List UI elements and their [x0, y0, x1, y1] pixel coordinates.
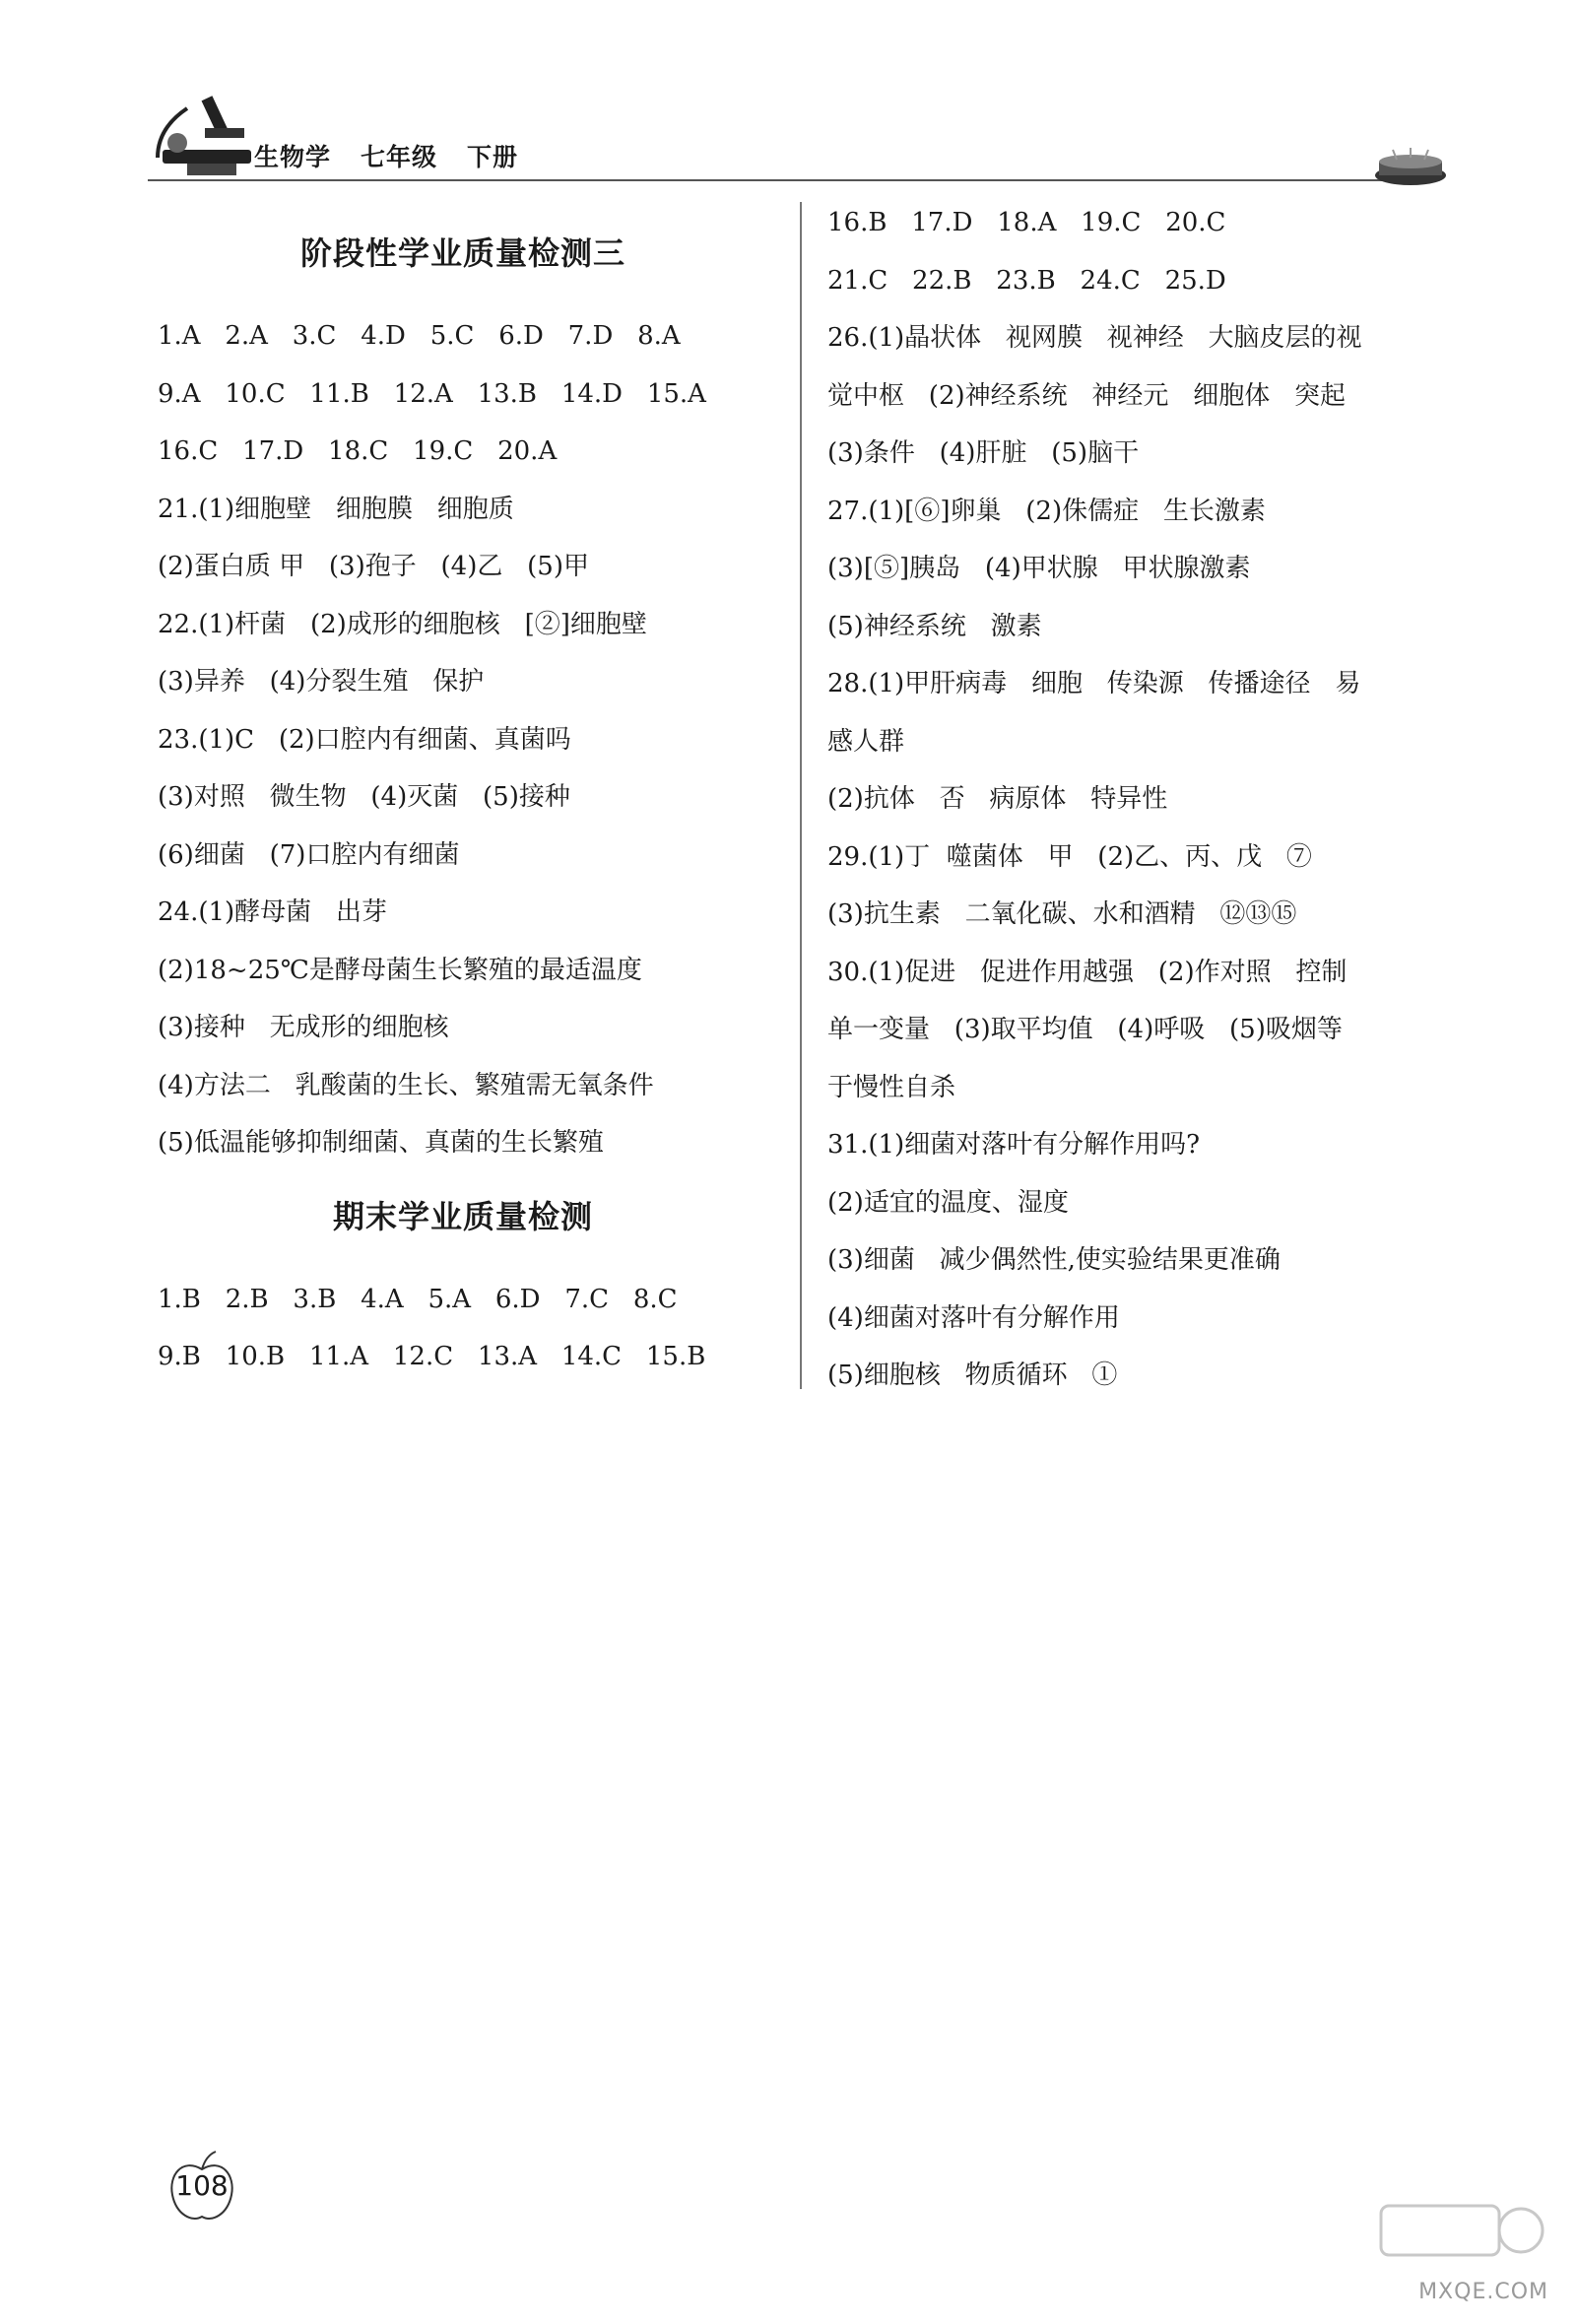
section-title-final: 期末学业质量检测 — [332, 1197, 593, 1235]
watermark-logo-icon — [1371, 2186, 1548, 2275]
watermark — [1371, 2186, 1548, 2304]
answer-line: (2)抗体 否 病原体 特异性 — [827, 784, 1168, 814]
answer-line: 22.(1)杆菌 (2)成形的细胞核 [②]细胞壁 — [158, 609, 647, 639]
header-volume: 下册 — [467, 143, 519, 171]
answer-line: (3)对照 微生物 (4)灭菌 (5)接种 — [158, 782, 570, 812]
answer-line: 21.(1)细胞壁 细胞膜 细胞质 — [158, 494, 514, 524]
answer-line: 27.(1)[⑥]卵巢 (2)侏儒症 生长激素 — [827, 496, 1266, 526]
answer-line: 23.(1)C (2)口腔内有细菌、真菌吗 — [158, 724, 571, 755]
answer-line: (3)异养 (4)分裂生殖 保护 — [158, 667, 485, 697]
header-grade: 七年级 — [361, 143, 438, 171]
answer-line: (5)神经系统 激素 — [827, 611, 1042, 641]
page-header — [148, 89, 1448, 197]
answer-line: (3)条件 (4)肝脏 (5)脑干 — [827, 438, 1140, 468]
answer-line: 26.(1)晶状体 视网膜 视神经 大脑皮层的视 — [827, 323, 1362, 353]
microscope-logo-icon — [148, 89, 256, 187]
answer-line: (5)细胞核 物质循环 ① — [827, 1361, 1118, 1390]
answer-line: (2)蛋白质 甲 (3)孢子 (4)乙 (5)甲 — [158, 552, 589, 581]
answer-line: 觉中枢 (2)神经系统 神经元 细胞体 突起 — [827, 380, 1347, 411]
answer-line: (3)细菌 减少偶然性,使实验结果更准确 — [827, 1245, 1281, 1275]
answer-line: 30.(1)促进 促进作用越强 (2)作对照 控制 — [827, 957, 1348, 987]
column-divider — [800, 202, 802, 1389]
answer-line: 31.(1)细菌对落叶有分解作用吗? — [827, 1130, 1201, 1160]
header-rule — [148, 179, 1389, 181]
answer-line: 16.C 17.D 18.C 19.C 20.A — [158, 436, 558, 466]
answer-line: 9.A 10.C 11.B 12.A 13.B 14.D 15.A — [158, 378, 706, 409]
answer-line: (5)低温能够抑制细菌、真菌的生长繁殖 — [158, 1128, 604, 1158]
answer-line: (4)细菌对落叶有分解作用 — [827, 1302, 1120, 1333]
answer-line: 16.B 17.D 18.A 19.C 20.C — [827, 208, 1226, 237]
answer-line: (2)适宜的温度、湿度 — [827, 1187, 1069, 1218]
answer-line: 9.B 10.B 11.A 12.C 13.A 14.C 15.B — [158, 1342, 706, 1371]
answer-line: (2)18~25℃是酵母菌生长繁殖的最适温度 — [158, 955, 642, 985]
page-number — [163, 2148, 241, 2226]
section-title-stage3: 阶段性学业质量检测三 — [299, 234, 625, 272]
answer-line: 28.(1)甲肝病毒 细胞 传染源 传播途径 易 — [827, 669, 1361, 698]
answer-line: 29.(1)丁 噬菌体 甲 (2)乙、丙、戊 ⑦ — [827, 841, 1312, 872]
answer-line: 于慢性自杀 — [827, 1072, 956, 1102]
header-title — [254, 138, 548, 173]
answer-line: (3)[⑤]胰岛 (4)甲状腺 甲状腺激素 — [827, 554, 1251, 583]
right-column — [827, 194, 1458, 1405]
answer-line: 1.B 2.B 3.B 4.A 5.A 6.D 7.C 8.C — [158, 1284, 678, 1314]
answer-line: 1.A 2.A 3.C 4.D 5.C 6.D 7.D 8.A — [158, 321, 681, 351]
page-number-text: 108 — [175, 2169, 229, 2202]
answer-line: 感人群 — [827, 726, 905, 757]
books-deco-icon — [1373, 146, 1448, 187]
answer-line: (4)方法二 乳酸菌的生长、繁殖需无氧条件 — [158, 1070, 654, 1100]
watermark-text: MXQE.COM — [1418, 2280, 1548, 2304]
answer-line: (3)接种 无成形的细胞核 — [158, 1013, 449, 1042]
answer-line: (3)抗生素 二氧化碳、水和酒精 ⑫⑬⑮ — [827, 899, 1297, 929]
answer-line: 24.(1)酵母菌 出芽 — [158, 897, 387, 927]
header-subject: 生物学 — [254, 143, 332, 171]
answer-line: 21.C 22.B 23.B 24.C 25.D — [827, 265, 1226, 296]
left-column — [158, 219, 768, 1386]
answer-line: 单一变量 (3)取平均值 (4)呼吸 (5)吸烟等 — [827, 1015, 1343, 1044]
answer-line: (6)细菌 (7)口腔内有细菌 — [158, 839, 460, 870]
